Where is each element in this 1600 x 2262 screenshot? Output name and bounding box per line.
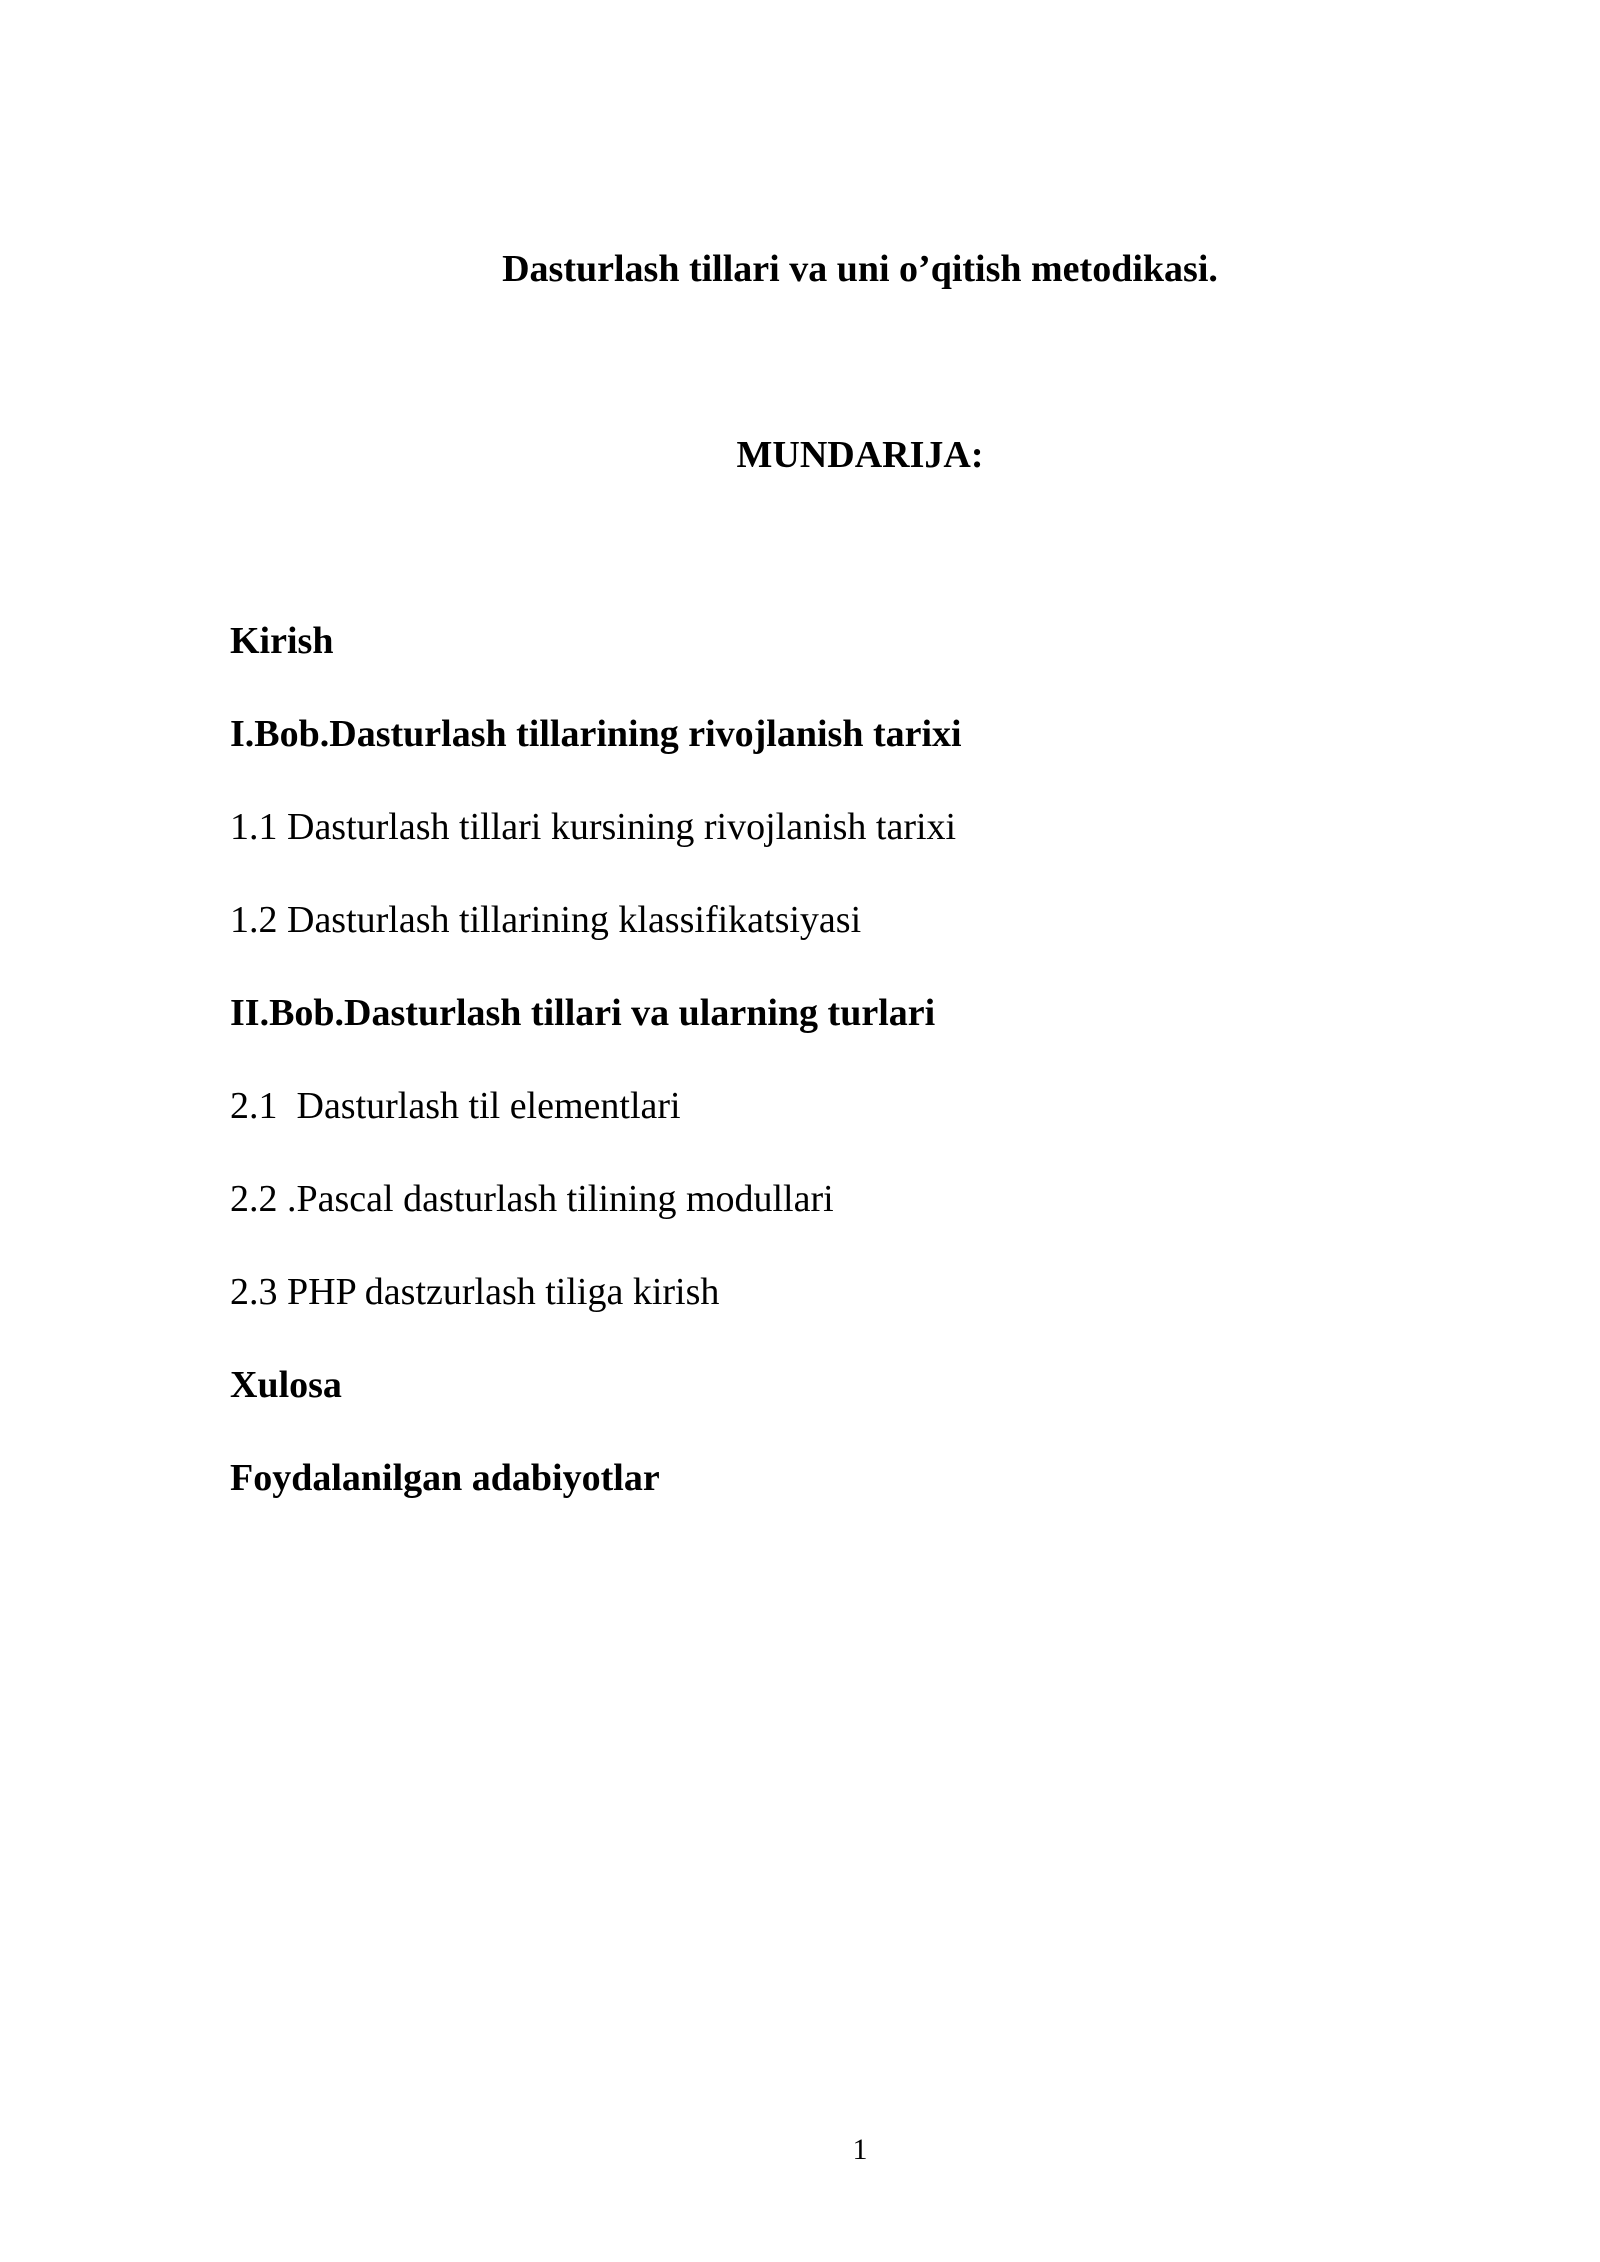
toc-item-chapter-1: I.Bob.Dasturlash tillarining rivojlanish tarixi <box>230 713 962 755</box>
document-title: Dasturlash tillari va uni o’qitish metodikasi. <box>502 248 1218 290</box>
toc-item-2-1: 2.1 Dasturlash til elementlari <box>230 1085 681 1127</box>
toc-item-1-2: 1.2 Dasturlash tillarining klassifikatsiyasi <box>230 899 862 941</box>
toc-item-xulosa: Xulosa <box>230 1364 342 1406</box>
toc-item-2-3: 2.3 PHP dastzurlash tiliga kirish <box>230 1271 720 1313</box>
table-of-contents <box>230 616 962 1546</box>
toc-item-adabiyotlar: Foydalanilgan adabiyotlar <box>230 1457 660 1499</box>
toc-item-kirish: Kirish <box>230 620 334 662</box>
toc-item-2-2: 2.2 .Pascal dasturlash tilining modullari <box>230 1178 834 1220</box>
toc-heading: MUNDARIJA: <box>736 434 984 476</box>
toc-item-chapter-2: II.Bob.Dasturlash tillari va ularning turlari <box>230 992 936 1034</box>
toc-item-1-1: 1.1 Dasturlash tillari kursining rivojlanish tarixi <box>230 806 957 848</box>
page-number: 1 <box>852 2133 868 2166</box>
